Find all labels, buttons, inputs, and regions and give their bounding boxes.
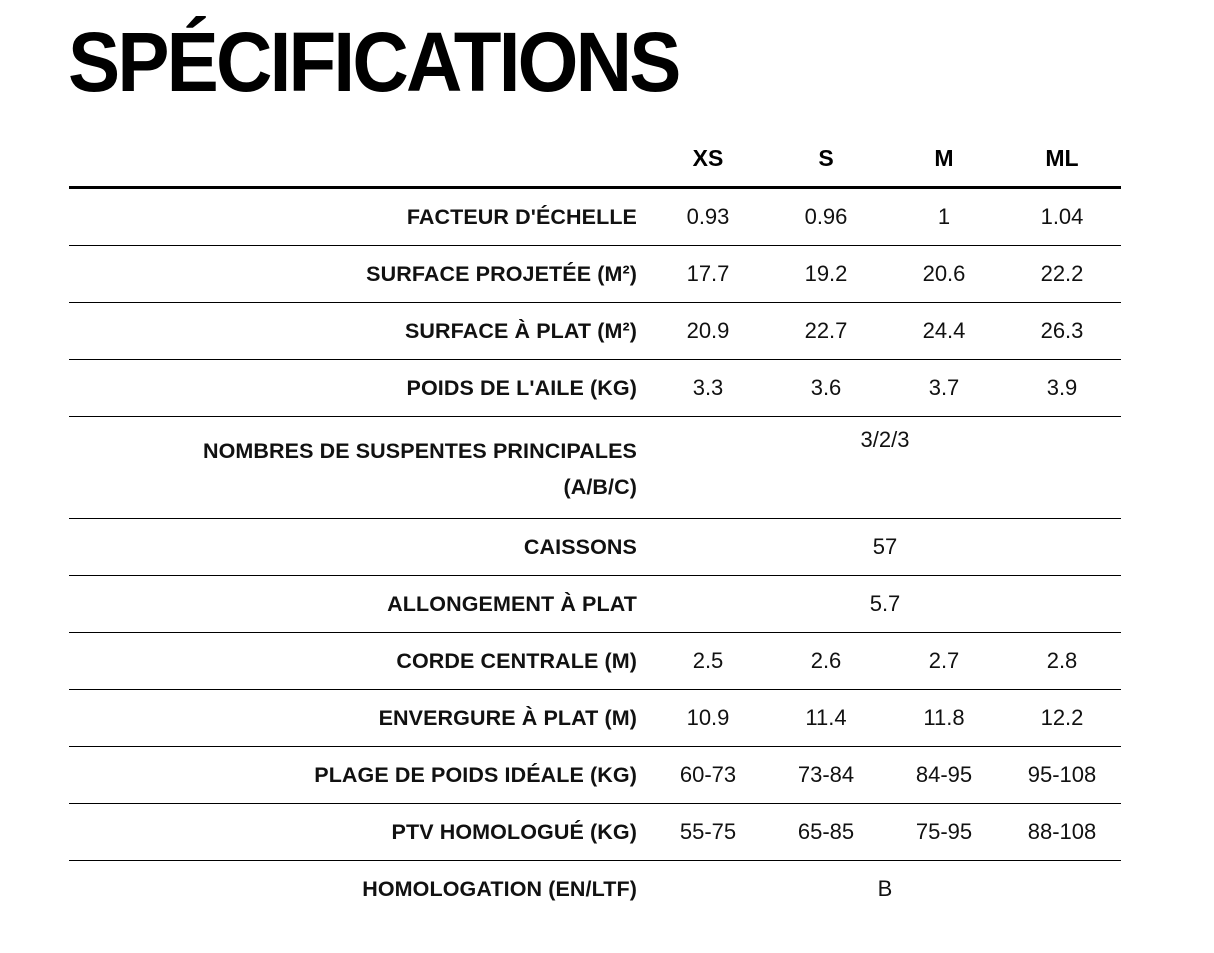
table-cell: 24.4 bbox=[885, 303, 1003, 360]
table-row bbox=[69, 633, 1121, 690]
table-cell: 20.6 bbox=[885, 246, 1003, 303]
table-row bbox=[69, 360, 1121, 417]
table-cell: 65-85 bbox=[767, 804, 885, 861]
table-cell: 17.7 bbox=[649, 246, 767, 303]
row-label: PTV HOMOLOGUÉ (KG) bbox=[69, 804, 649, 861]
table-cell-merged: B bbox=[877, 876, 893, 901]
table-row bbox=[69, 804, 1121, 861]
table-cell: 2.8 bbox=[1003, 633, 1121, 690]
table-cell: 3.3 bbox=[649, 360, 767, 417]
table-cell: 22.2 bbox=[1003, 246, 1121, 303]
table-cell: 3.7 bbox=[885, 360, 1003, 417]
table-cell: 55-75 bbox=[649, 804, 767, 861]
table-row bbox=[69, 417, 1121, 519]
table-cell: 26.3 bbox=[1003, 303, 1121, 360]
table-row bbox=[69, 246, 1121, 303]
table-cell: 3.9 bbox=[1003, 360, 1121, 417]
table-cell: 1 bbox=[885, 188, 1003, 246]
table-row bbox=[69, 690, 1121, 747]
table-cell: 1.04 bbox=[1003, 188, 1121, 246]
row-label: POIDS DE L'AILE (KG) bbox=[69, 360, 649, 417]
table-row bbox=[69, 188, 1121, 246]
table-cell: 60-73 bbox=[649, 747, 767, 804]
specifications-table bbox=[69, 130, 1121, 917]
table-cell: 2.7 bbox=[885, 633, 1003, 690]
table-row bbox=[69, 576, 1121, 633]
table-cell: 20.9 bbox=[649, 303, 767, 360]
table-cell: 2.6 bbox=[767, 633, 885, 690]
row-label bbox=[69, 417, 649, 519]
table-cell: 0.93 bbox=[649, 188, 767, 246]
header-empty-cell bbox=[69, 130, 649, 188]
row-label: HOMOLOGATION (EN/LTF) bbox=[362, 877, 637, 901]
table-row bbox=[69, 747, 1121, 804]
table-cell-merged: 57 bbox=[649, 519, 1121, 576]
row-label: CAISSONS bbox=[69, 519, 649, 576]
row-label: ENVERGURE À PLAT (M) bbox=[69, 690, 649, 747]
table-cell: 95-108 bbox=[1003, 747, 1121, 804]
table-cell: 11.8 bbox=[885, 690, 1003, 747]
table-cell: 88-108 bbox=[1003, 804, 1121, 861]
column-header-ml: ML bbox=[1003, 130, 1121, 188]
row-label-line-1: NOMBRES DE SUSPENTES PRINCIPALES bbox=[202, 438, 637, 463]
row-label: FACTEUR D'ÉCHELLE bbox=[69, 188, 649, 246]
table-cell: 73-84 bbox=[767, 747, 885, 804]
table-cell: 84-95 bbox=[885, 747, 1003, 804]
row-label: ALLONGEMENT À PLAT bbox=[69, 576, 649, 633]
column-header-s: S bbox=[767, 130, 885, 188]
table-cell: 75-95 bbox=[885, 804, 1003, 861]
table-cell: 19.2 bbox=[767, 246, 885, 303]
table-cell: 12.2 bbox=[1003, 690, 1121, 747]
column-header-xs: XS bbox=[649, 130, 767, 188]
table-cell: 2.5 bbox=[649, 633, 767, 690]
row-label: SURFACE À PLAT (M²) bbox=[69, 303, 649, 360]
header-row bbox=[69, 130, 1121, 188]
row-label: PLAGE DE POIDS IDÉALE (KG) bbox=[69, 747, 649, 804]
column-header-m: M bbox=[885, 130, 1003, 188]
table-row bbox=[69, 303, 1121, 360]
table-cell: 10.9 bbox=[649, 690, 767, 747]
table-cell: 22.7 bbox=[767, 303, 885, 360]
table-row bbox=[69, 519, 1121, 576]
table-cell: 0.96 bbox=[767, 188, 885, 246]
table-cell: 3.6 bbox=[767, 360, 885, 417]
table-cell-merged: 3/2/3 bbox=[649, 417, 1121, 519]
page-title: SPÉCIFICATIONS bbox=[68, 15, 679, 109]
table-cell-merged: 5.7 bbox=[649, 576, 1121, 633]
row-label: SURFACE PROJETÉE (M²) bbox=[69, 246, 649, 303]
row-label-line-2: (A/B/C) bbox=[563, 474, 637, 499]
table-row bbox=[69, 861, 1121, 918]
row-label: CORDE CENTRALE (M) bbox=[69, 633, 649, 690]
table-cell: 11.4 bbox=[767, 690, 885, 747]
